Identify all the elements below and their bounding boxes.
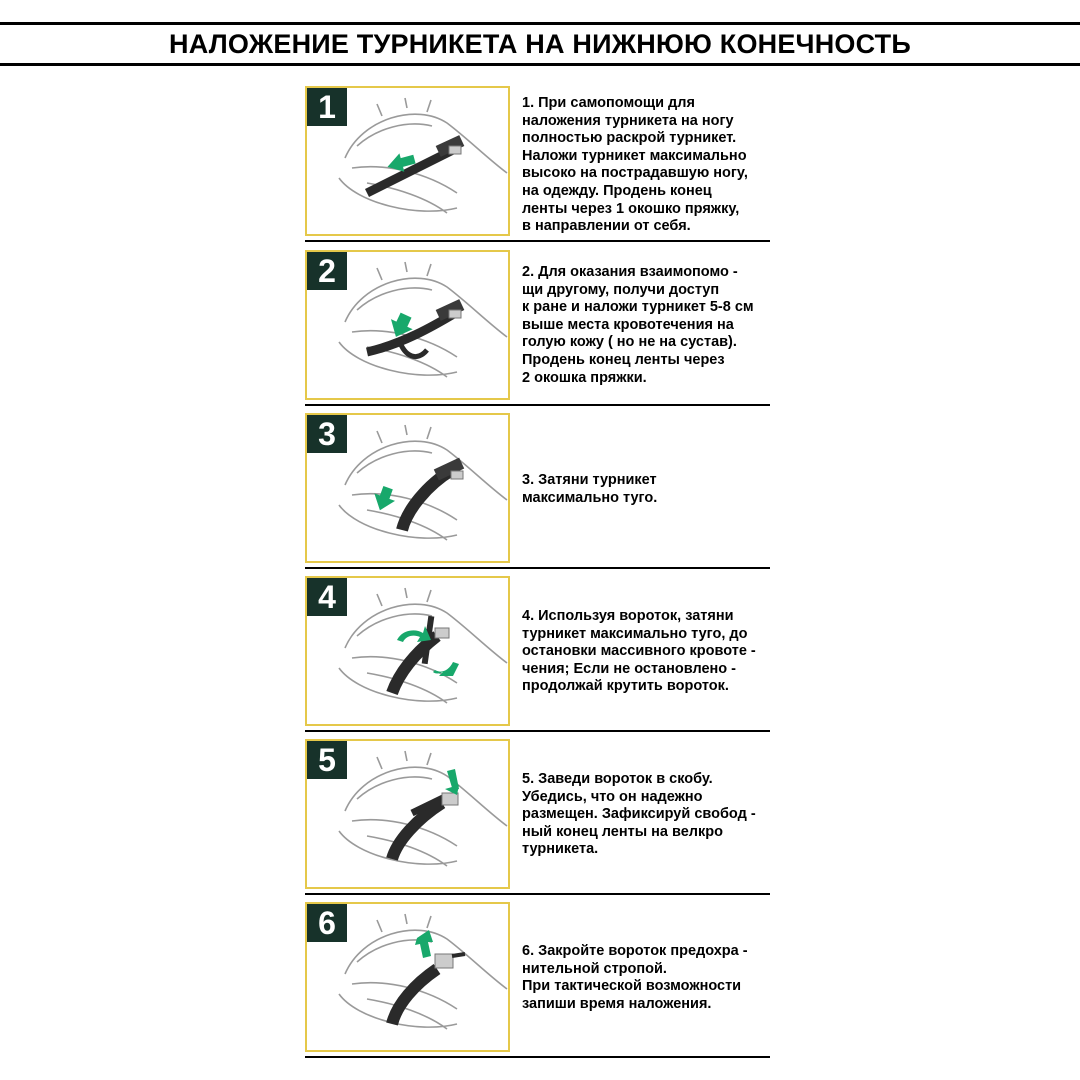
- step-5-number-badge: 5: [307, 741, 347, 779]
- step-5: [305, 739, 770, 899]
- step-3-divider: [305, 567, 770, 569]
- step-4-illustration: [305, 576, 510, 726]
- step-1-illustration: [305, 86, 510, 236]
- step-6-number-badge: 6: [307, 904, 347, 942]
- step-1-number-badge: 1: [307, 88, 347, 126]
- step-4-text: 4. Используя вороток, затяни турникет максимально туго, до остановки массивного кровоте - чения; Если не остановлено - продолжай крутить вороток.: [522, 608, 756, 695]
- step-6-text: 6. Закройте вороток предохра - нительной стропой. При тактической возможности запиши время наложения.: [522, 943, 748, 1012]
- step-2-illustration: [305, 250, 510, 400]
- step-5-text: 5. Заведи вороток в скобу. Убедись, что он надежно размещен. Зафиксируй свобод - ный конец ленты на велкро турникета.: [522, 771, 756, 858]
- step-3-text: 3. Затяни турникет максимально туго.: [522, 472, 658, 506]
- step-2-number-badge: 2: [307, 252, 347, 290]
- step-1-text: 1. При самопомощи для наложения турникета на ногу полностью раскрой турникет. Наложи турникет максимально высоко на пострадавшую ногу, на одежду. Продень конец ленты через 1 окошко пряжку, в направлении от себя.: [522, 95, 748, 235]
- page-title: НАЛОЖЕНИЕ ТУРНИКЕТА НА НИЖНЮЮ КОНЕЧНОСТЬ: [169, 28, 911, 59]
- step-5-illustration: [305, 739, 510, 889]
- step-4-divider: [305, 730, 770, 732]
- title-bar: [0, 22, 1080, 66]
- step-4-number-badge: 4: [307, 578, 347, 616]
- step-3-illustration: [305, 413, 510, 563]
- step-4: [305, 576, 770, 736]
- step-2-text: 2. Для оказания взаимопомо - щи другому, получи доступ к ране и наложи турникет 5-8 см выше места кровотечения на голую кожу ( но не на сустав). Продень конец ленты через 2 окошка пряжки.: [522, 264, 754, 386]
- step-3: [305, 413, 770, 573]
- step-6-divider: [305, 1056, 770, 1058]
- step-6: [305, 902, 770, 1062]
- step-1-divider: [305, 240, 770, 242]
- step-6-illustration: [305, 902, 510, 1052]
- step-3-number-badge: 3: [307, 415, 347, 453]
- step-5-divider: [305, 893, 770, 895]
- step-1: [305, 86, 770, 246]
- step-2: [305, 250, 770, 410]
- step-2-divider: [305, 404, 770, 406]
